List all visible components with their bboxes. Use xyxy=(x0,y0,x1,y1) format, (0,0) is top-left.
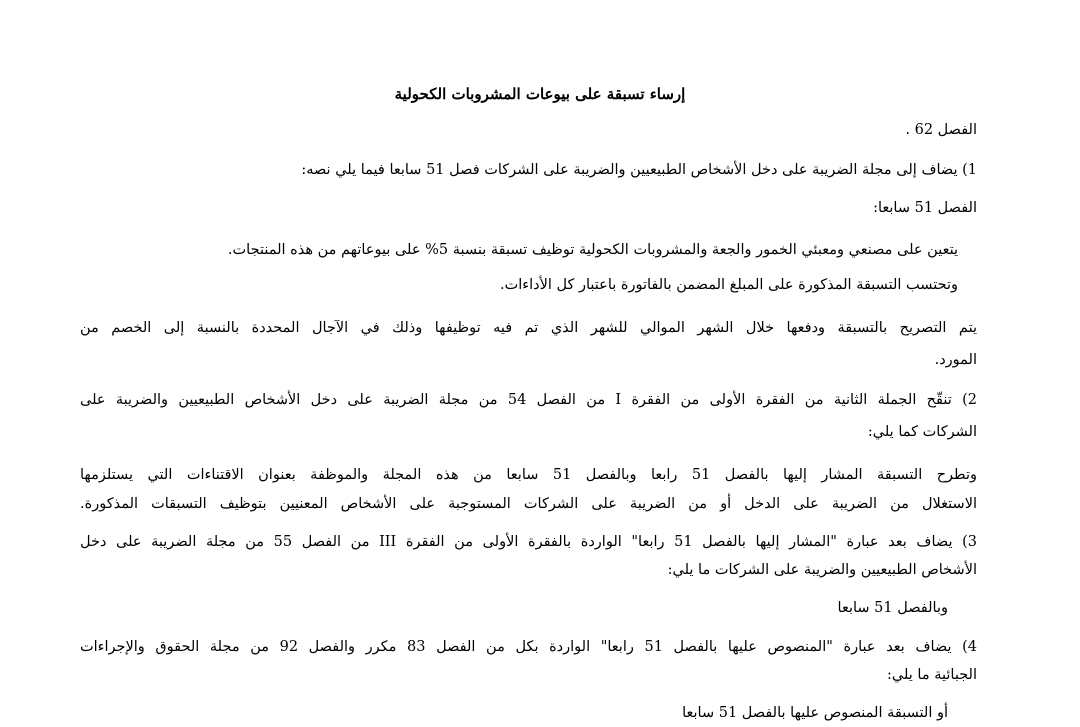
paragraph-text: يتم التصريح بالتسبقة ودفعها خلال الشهر الموالي للشهر الذي تم فيه توظيفها وذلك في الآجال المحددة بالنسبة إلى الخصم من xyxy=(80,320,977,336)
paragraph-text: وبالفصل 51 سابعا xyxy=(837,600,948,616)
paragraph-2: الشركات كما يلي: xyxy=(867,424,977,440)
paragraph-4: الجبائية ما يلي: xyxy=(887,667,977,683)
paragraph-text: وتطرح التسبقة المشار إليها بالفصل 51 رابعا وبالفصل 51 سابعا من هذه المجلة والموظفة بعنوان الاقتناءات التي يستلزمها xyxy=(80,467,977,483)
document-title: إرساء تسبقة على بيوعات المشروبات الكحولية xyxy=(394,85,686,103)
sub-chapter-heading: الفصل 51 سابعا: xyxy=(873,200,977,216)
paragraph-text: يتعين على مصنعي ومعبئي الخمور والجعة والمشروبات الكحولية توظيف تسبقة بنسبة 5% على بيوعاتهم من هذه المنتجات. xyxy=(227,242,958,258)
paragraph-1: 1) يضاف إلى مجلة الضريبة على دخل الأشخاص الطبيعيين والضريبة على الشركات فصل 51 سابعا فيما يلي نصه: xyxy=(301,162,977,178)
paragraph-text: الاستغلال من الضريبة على الدخل أو من الضريبة على الشركات المستوجبة على الأشخاص المعنيين بتوظيف التسبقات المذكورة. xyxy=(80,496,977,512)
paragraph-text: المورد. xyxy=(934,352,977,368)
paragraph-text: أو التسبقة المنصوص عليها بالفصل 51 سابعا xyxy=(682,705,948,721)
paragraph-3: الأشخاص الطبيعيين والضريبة على الشركات ما يلي: xyxy=(667,562,977,578)
paragraph-3: 3) يضاف بعد عبارة "المشار إليها بالفصل 51 رابعا" الواردة بالفقرة الأولى من الفقرة III من الفصل 55 من مجلة الضريبة على دخل xyxy=(80,534,977,550)
paragraph-4: 4) يضاف بعد عبارة "المنصوص عليها بالفصل 51 رابعا" الواردة بكل من الفصل 83 مكرر والفصل 92 من مجلة الحقوق والإجراءات xyxy=(80,639,977,655)
paragraph-2: 2) تنقّح الجملة الثانية من الفقرة الأولى من الفقرة I من الفصل 54 من مجلة الضريبة على دخل الأشخاص الطبيعيين والضريبة على xyxy=(80,392,977,408)
paragraph-text: وتحتسب التسبقة المذكورة على المبلغ المضمن بالفاتورة باعتبار كل الأداءات. xyxy=(500,277,958,293)
chapter-heading: الفصل 62 . xyxy=(905,122,977,138)
